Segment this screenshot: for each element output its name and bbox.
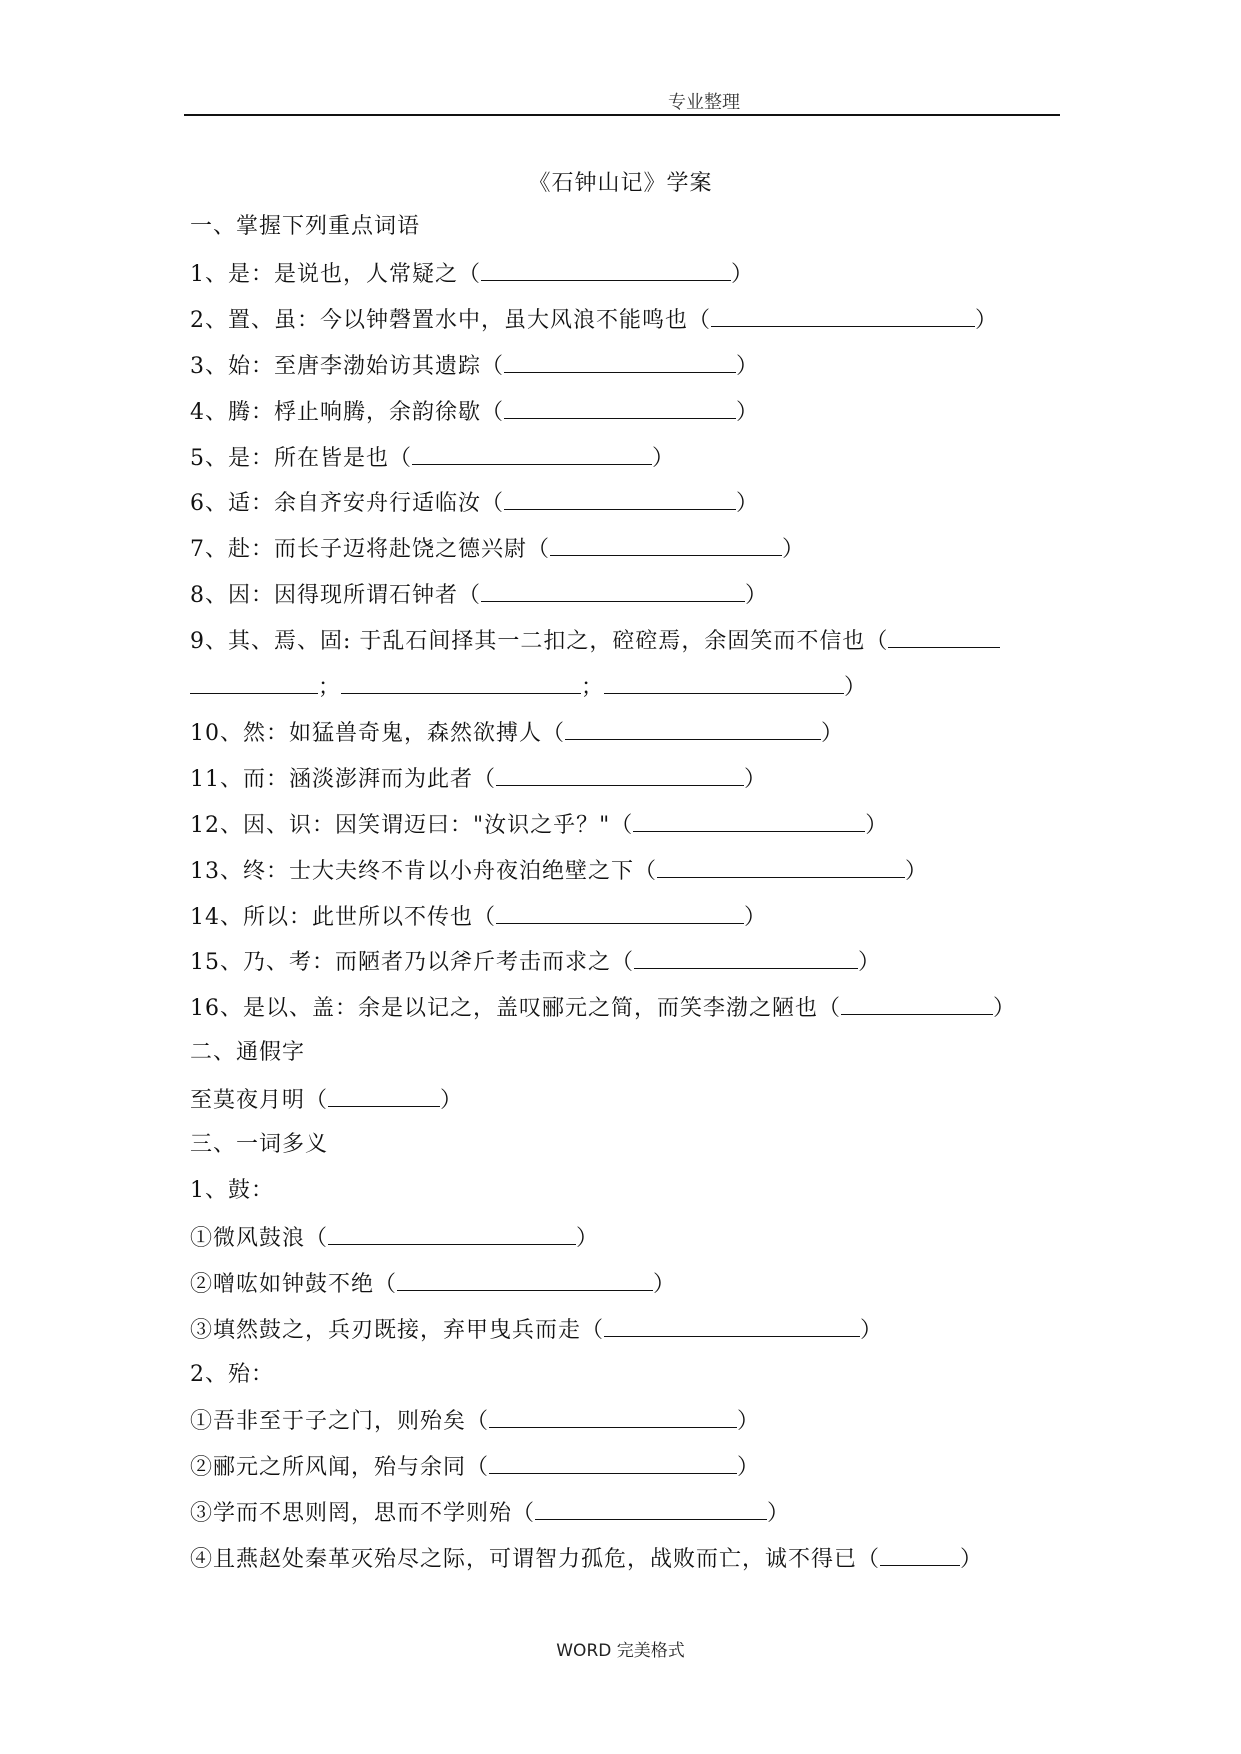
header-label: 专业整理 [668, 92, 740, 113]
section-heading [190, 1130, 328, 1160]
answer-blank[interactable] [504, 396, 736, 419]
section-heading [190, 1038, 305, 1068]
answer-blank[interactable] [565, 717, 821, 740]
line-text: ） [960, 1547, 984, 1572]
line-text: 1、是：是说也，人常疑之（ [190, 262, 481, 287]
answer-blank[interactable] [535, 1497, 767, 1520]
exercise-line [190, 579, 768, 609]
answer-blank[interactable] [550, 533, 782, 556]
exercise-line [190, 1543, 983, 1573]
line-text: ） [736, 354, 760, 379]
exercise-line [190, 304, 998, 334]
exercise-line [190, 671, 867, 701]
answer-blank[interactable] [604, 1314, 860, 1337]
line-text: ） [731, 262, 755, 287]
answer-blank[interactable] [190, 671, 318, 694]
answer-blank[interactable] [489, 1405, 737, 1428]
answer-blank[interactable] [397, 1268, 653, 1291]
exercise-line [190, 717, 844, 747]
section-heading [190, 1360, 274, 1390]
answer-blank[interactable] [328, 1222, 576, 1245]
line-text: ） [745, 583, 769, 608]
line-text: ①微风鼓浪（ [190, 1226, 329, 1251]
line-text: ） [858, 950, 882, 975]
line-text: ） [440, 1088, 464, 1113]
answer-blank[interactable] [328, 1084, 440, 1107]
line-text: 一、掌握下列重点词语 [190, 214, 421, 239]
line-text: ③学而不思则罔，思而不学则殆（ [190, 1501, 536, 1526]
line-text: 14、所以：此世所以不传也（ [190, 905, 496, 930]
answer-blank[interactable] [711, 304, 975, 327]
line-text: ） [975, 308, 999, 333]
line-text: ） [905, 859, 929, 884]
line-text: ； [318, 675, 342, 700]
answer-blank[interactable] [633, 809, 865, 832]
exercise-line [190, 763, 767, 793]
exercise-line [190, 487, 759, 517]
answer-blank[interactable] [341, 671, 581, 694]
line-text: 11、而：涵淡澎湃而为此者（ [190, 767, 496, 792]
line-text: 2、置、虽：今以钟磬置水中，虽大风浪不能鸣也（ [190, 308, 711, 333]
exercise-line [190, 946, 881, 976]
exercise-line [190, 350, 759, 380]
exercise-line [190, 1451, 760, 1481]
document-title: 《石钟山记》学案 [528, 171, 713, 196]
answer-blank[interactable] [841, 992, 993, 1015]
line-text: 12、因、识：因笑谓迈曰："汝识之乎？"（ [190, 813, 634, 838]
answer-blank[interactable] [481, 258, 731, 281]
line-text: 9、其、焉、固: 于乱石间择其一二扣之，硿硿焉，余固笑而不信也（ [190, 629, 889, 654]
exercise-line [190, 1314, 883, 1344]
answer-blank[interactable] [888, 625, 1000, 648]
answer-blank[interactable] [657, 855, 905, 878]
line-text: ） [736, 491, 760, 516]
exercise-line [190, 258, 754, 288]
line-text: ） [653, 1272, 677, 1297]
line-text: 7、赴：而长子迈将赴饶之德兴尉（ [190, 537, 550, 562]
answer-blank[interactable] [504, 350, 736, 373]
line-text: ） [744, 905, 768, 930]
exercise-line [190, 1222, 599, 1252]
line-text: ） [993, 996, 1017, 1021]
exercise-line [190, 1497, 790, 1527]
answer-blank[interactable] [481, 579, 745, 602]
line-text: 6、适：余自齐安舟行适临汝（ [190, 491, 504, 516]
exercise-line [190, 901, 767, 931]
line-text: 2、殆： [190, 1362, 274, 1387]
line-text: ①吾非至于子之门，则殆矣（ [190, 1409, 490, 1434]
answer-blank[interactable] [496, 763, 744, 786]
line-text: ） [576, 1226, 600, 1251]
line-text: ） [860, 1318, 884, 1343]
answer-blank[interactable] [634, 946, 858, 969]
exercise-line [190, 1268, 676, 1298]
page-footer: WORD 完美格式 [556, 1641, 685, 1661]
exercise-line [190, 533, 805, 563]
line-text: ） [744, 767, 768, 792]
line-text: ） [737, 1409, 761, 1434]
line-text: 至莫夜月明（ [190, 1088, 329, 1113]
exercise-line [190, 1405, 760, 1435]
exercise-line [190, 442, 675, 472]
answer-blank[interactable] [496, 901, 744, 924]
line-text: ） [737, 1455, 761, 1480]
line-text: 8、因：因得现所谓石钟者（ [190, 583, 481, 608]
answer-blank[interactable] [604, 671, 844, 694]
section-heading [190, 1176, 274, 1206]
line-text: 4、腾：桴止响腾，余韵徐歇（ [190, 400, 504, 425]
answer-blank[interactable] [489, 1451, 737, 1474]
exercise-line [190, 855, 928, 885]
answer-blank[interactable] [880, 1543, 960, 1566]
exercise-line [190, 625, 1000, 655]
answer-blank[interactable] [504, 487, 736, 510]
line-text: ） [865, 813, 889, 838]
answer-blank[interactable] [412, 442, 652, 465]
line-text: 16、是以、盖：余是以记之，盖叹郦元之简，而笑李渤之陋也（ [190, 996, 841, 1021]
exercise-line [190, 992, 1016, 1022]
line-text: ②噌吰如钟鼓不绝（ [190, 1272, 398, 1297]
exercise-line [190, 1084, 463, 1114]
exercise-line [190, 396, 759, 426]
line-text: ） [782, 537, 806, 562]
line-text: 三、一词多义 [190, 1132, 329, 1157]
header-divider [184, 114, 1060, 116]
line-text: ； [581, 675, 605, 700]
line-text: ） [736, 400, 760, 425]
line-text: 二、通假字 [190, 1040, 306, 1065]
line-text: 1、鼓： [190, 1178, 274, 1203]
section-heading [190, 212, 420, 242]
line-text: ） [652, 446, 676, 471]
line-text: 5、是：所在皆是也（ [190, 446, 412, 471]
line-text: ③填然鼓之，兵刃既接，弃甲曳兵而走（ [190, 1318, 605, 1343]
line-text: ） [767, 1501, 791, 1526]
line-text: ） [821, 721, 845, 746]
exercise-line [190, 809, 888, 839]
line-text: 3、始：至唐李渤始访其遗踪（ [190, 354, 504, 379]
line-text: ） [844, 675, 868, 700]
line-text: ②郦元之所风闻，殆与余同（ [190, 1455, 490, 1480]
line-text: 15、乃、考：而陋者乃以斧斤考击而求之（ [190, 950, 634, 975]
line-text: ④且燕赵处秦革灭殆尽之际，可谓智力孤危，战败而亡，诚不得已（ [190, 1547, 881, 1572]
line-text: 13、终：士大夫终不肯以小舟夜泊绝壁之下（ [190, 859, 657, 884]
line-text: 10、然：如猛兽奇鬼，森然欲搏人（ [190, 721, 565, 746]
